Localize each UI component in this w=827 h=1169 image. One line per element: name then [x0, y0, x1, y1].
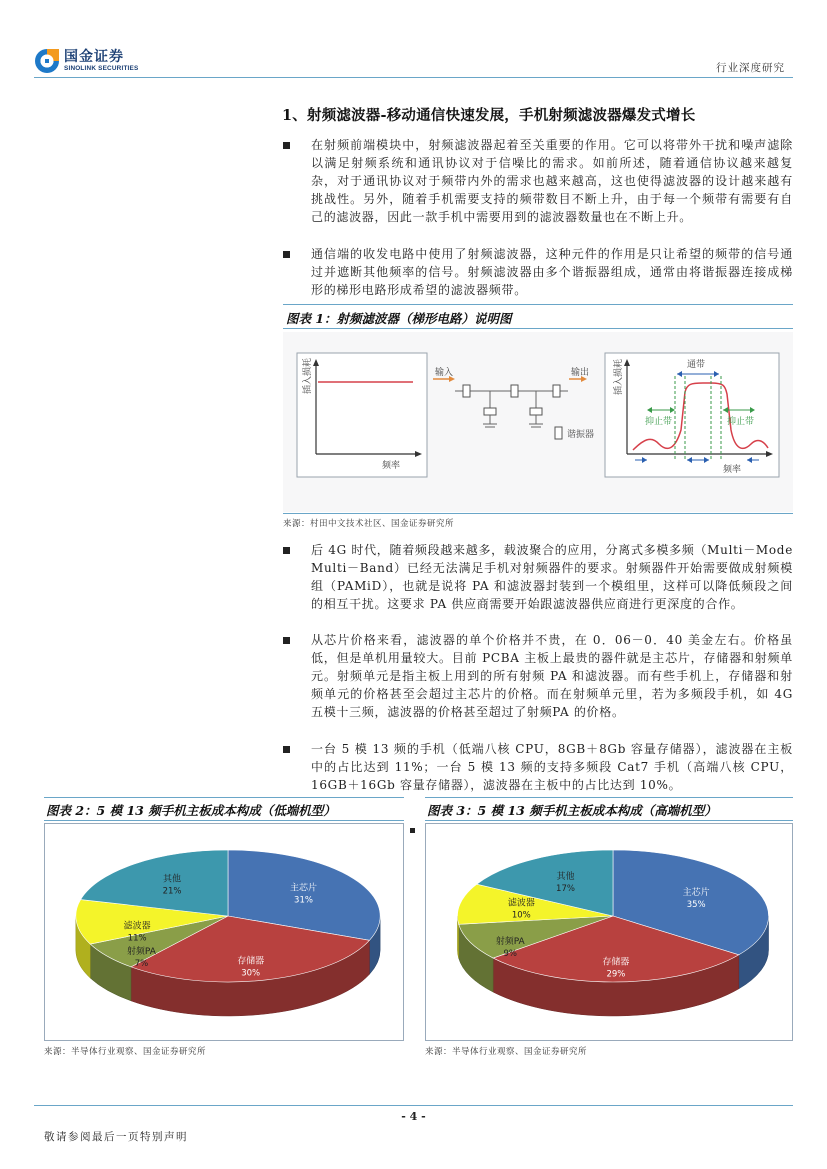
- paragraph-text: 通信端的收发电路中使用了射频滤波器，这种元件的作用是只让希望的频带的信号通过并遮断其他频率的信号。射频滤波器由多个谐振器组成，通常由将谐振器连接成梯形的梯形电路形成希望的滤波器频带。: [311, 247, 793, 297]
- pie-1-value-2: 7%: [134, 959, 149, 970]
- right-bandpass-graph: [605, 353, 779, 477]
- pie-2-label-4: 其他: [556, 871, 575, 882]
- paragraph-text: 后 4G 时代，随着频段越来越多，载波聚合的应用，分离式多模多频（Multi－Mode Multi－Band）已经无法满足手机对射频器件的要求。射频器件开始需要做成射频模组（PAMiD），也就是说将 PA 和滤波器封装到一个模组里，这样可以降低频段之间的相互干扰。这要求 PA 供应商需要开始跟滤波器供应商进行更深度的合作。: [311, 543, 793, 611]
- section-title: 1、射频滤波器-移动通信快速发展，手机射频滤波器爆发式增长: [282, 107, 696, 124]
- figure2-title: 图表 2：5 模 13 频手机主板成本构成（低端机型）: [46, 803, 336, 818]
- figure2-title-rule: [44, 820, 404, 821]
- footer-divider: [34, 1105, 793, 1106]
- stopband-left-label: 抑止带: [645, 417, 673, 427]
- bullet-icon: [283, 547, 290, 554]
- pie-2-value-3: 10%: [511, 910, 531, 921]
- right-y-axis-label: 插入损耗: [614, 358, 624, 396]
- input-label: 输入: [435, 368, 454, 378]
- logo-chinese-name: 国金证券: [64, 48, 124, 65]
- left-insertion-loss-graph: [297, 353, 427, 477]
- figure1-source: 来源：村田中文技术社区、国金证券研究所: [283, 519, 455, 529]
- left-x-axis-label: 频率: [382, 461, 401, 471]
- pie-1-label-4: 其他: [163, 874, 182, 885]
- paragraph-4: [283, 631, 793, 721]
- figure3-title-rule: [425, 820, 793, 821]
- paragraph-1: [283, 136, 793, 226]
- figure3-top-rule: [425, 797, 793, 798]
- pie-2-value-4: 17%: [556, 883, 575, 894]
- left-y-axis-label: 插入损耗: [303, 357, 313, 395]
- right-x-axis-label: 频率: [723, 465, 742, 475]
- pie-1-value-4: 21%: [162, 886, 182, 897]
- figure2-chart: [44, 823, 404, 1041]
- figure2-top-rule: [44, 797, 404, 798]
- report-type: 行业深度研究: [716, 62, 785, 74]
- resonator-label: 谐振器: [567, 430, 595, 440]
- figure1-top-rule: [283, 304, 793, 305]
- pie-2-value-0: 35%: [686, 900, 706, 911]
- passband-label: 通带: [687, 360, 706, 370]
- bullet-icon: [283, 251, 290, 258]
- pie-2-value-2: 9%: [503, 948, 517, 959]
- pie-1-label-2: 射频PA: [126, 947, 156, 958]
- header-divider: [34, 77, 793, 78]
- figure1-title: 图表 1：射频滤波器（梯形电路）说明图: [286, 311, 512, 326]
- page-number: - 4 -: [401, 1110, 426, 1123]
- pie-1-label-1: 存储器: [237, 956, 265, 967]
- figure2-source: 来源：半导体行业观察、国金证券研究所: [44, 1047, 207, 1057]
- paragraph-3: [283, 541, 793, 613]
- pie-2-label-3: 滤波器: [507, 898, 535, 909]
- logo-mark-icon: [34, 48, 60, 74]
- output-label: 输出: [571, 368, 590, 378]
- stray-bullet-icon: [410, 828, 415, 833]
- bullet-icon: [283, 746, 290, 753]
- disclaimer-note: 敬请参阅最后一页特别声明: [44, 1131, 188, 1143]
- paragraph-2: [283, 245, 793, 299]
- figure3-title: 图表 3：5 模 13 频手机主板成本构成（高端机型）: [427, 803, 717, 818]
- pie-1-label-3: 滤波器: [123, 921, 151, 932]
- pie-2-label-2: 射频PA: [495, 936, 525, 947]
- paragraph-text: 在射频前端模块中，射频滤波器起着至关重要的作用。它可以将带外干扰和噪声滤除以满足射频系统和通讯协议对于信噪比的需求。如前所述，随着通信协议越来越复杂，对于通讯协议对于频带内外的需求也越来越高，这也使得滤波器的设计越来越有挑战性。另外，随着手机需要支持的频带数目不断上升，由于每一个频带有需要有自己的滤波器，因此一款手机中需要用到的滤波器数量也在不断上升。: [311, 138, 793, 224]
- figure1-bottom-rule: [283, 513, 793, 514]
- figure3-source: 来源：半导体行业观察、国金证券研究所: [425, 1047, 588, 1057]
- figure1-diagram: [283, 332, 793, 512]
- pie-1-label-0: 主芯片: [289, 883, 318, 894]
- figure3-chart: [425, 823, 793, 1041]
- figure3-pie-svg: [426, 824, 792, 1040]
- figure1-title-rule: [283, 328, 793, 329]
- stopband-right-label: 抑止带: [727, 417, 755, 427]
- pie-2-value-1: 29%: [606, 969, 626, 980]
- pie-1-value-3: 11%: [127, 933, 147, 944]
- company-logo: [34, 48, 138, 74]
- bullet-icon: [283, 142, 290, 149]
- paragraph-5: [283, 740, 793, 794]
- paragraph-text: 一台 5 模 13 频的手机（低端八核 CPU，8GB＋8Gb 容量存储器），滤波器在主板中的占比达到 11%；一台 5 模 13 频的支持多频段 Cat7 手机（高端八核 CPU，16GB＋16Gb 容量存储器），滤波器在主板中的占比达到 10%。: [311, 742, 793, 792]
- figure2-pie-svg: [45, 824, 403, 1040]
- pie-2-label-0: 主芯片: [682, 888, 710, 899]
- logo-english-name: SINOLINK SECURITIES: [64, 64, 139, 72]
- paragraph-text: 从芯片价格来看，滤波器的单个价格并不贵，在 0．06－0．40 美金左右。价格虽低，但是单机用量较大。目前 PCBA 主板上最贵的器件就是主芯片，存储器和射频单元。射频单元是指主板上用到的所有射频 PA 和滤波器。而有些手机上，存储器和射频单元的价格甚至会超过主芯片的价格。而在射频单元里，若为多频段手机，如 4G 五模十三频，滤波器的价格甚至超过了射频PA 的价格。: [311, 633, 793, 719]
- pie-2-label-1: 存储器: [602, 957, 630, 968]
- pie-1-value-0: 31%: [294, 895, 313, 906]
- pie-1-value-1: 30%: [241, 968, 261, 979]
- ladder-circuit: [433, 366, 594, 440]
- bullet-icon: [283, 637, 290, 644]
